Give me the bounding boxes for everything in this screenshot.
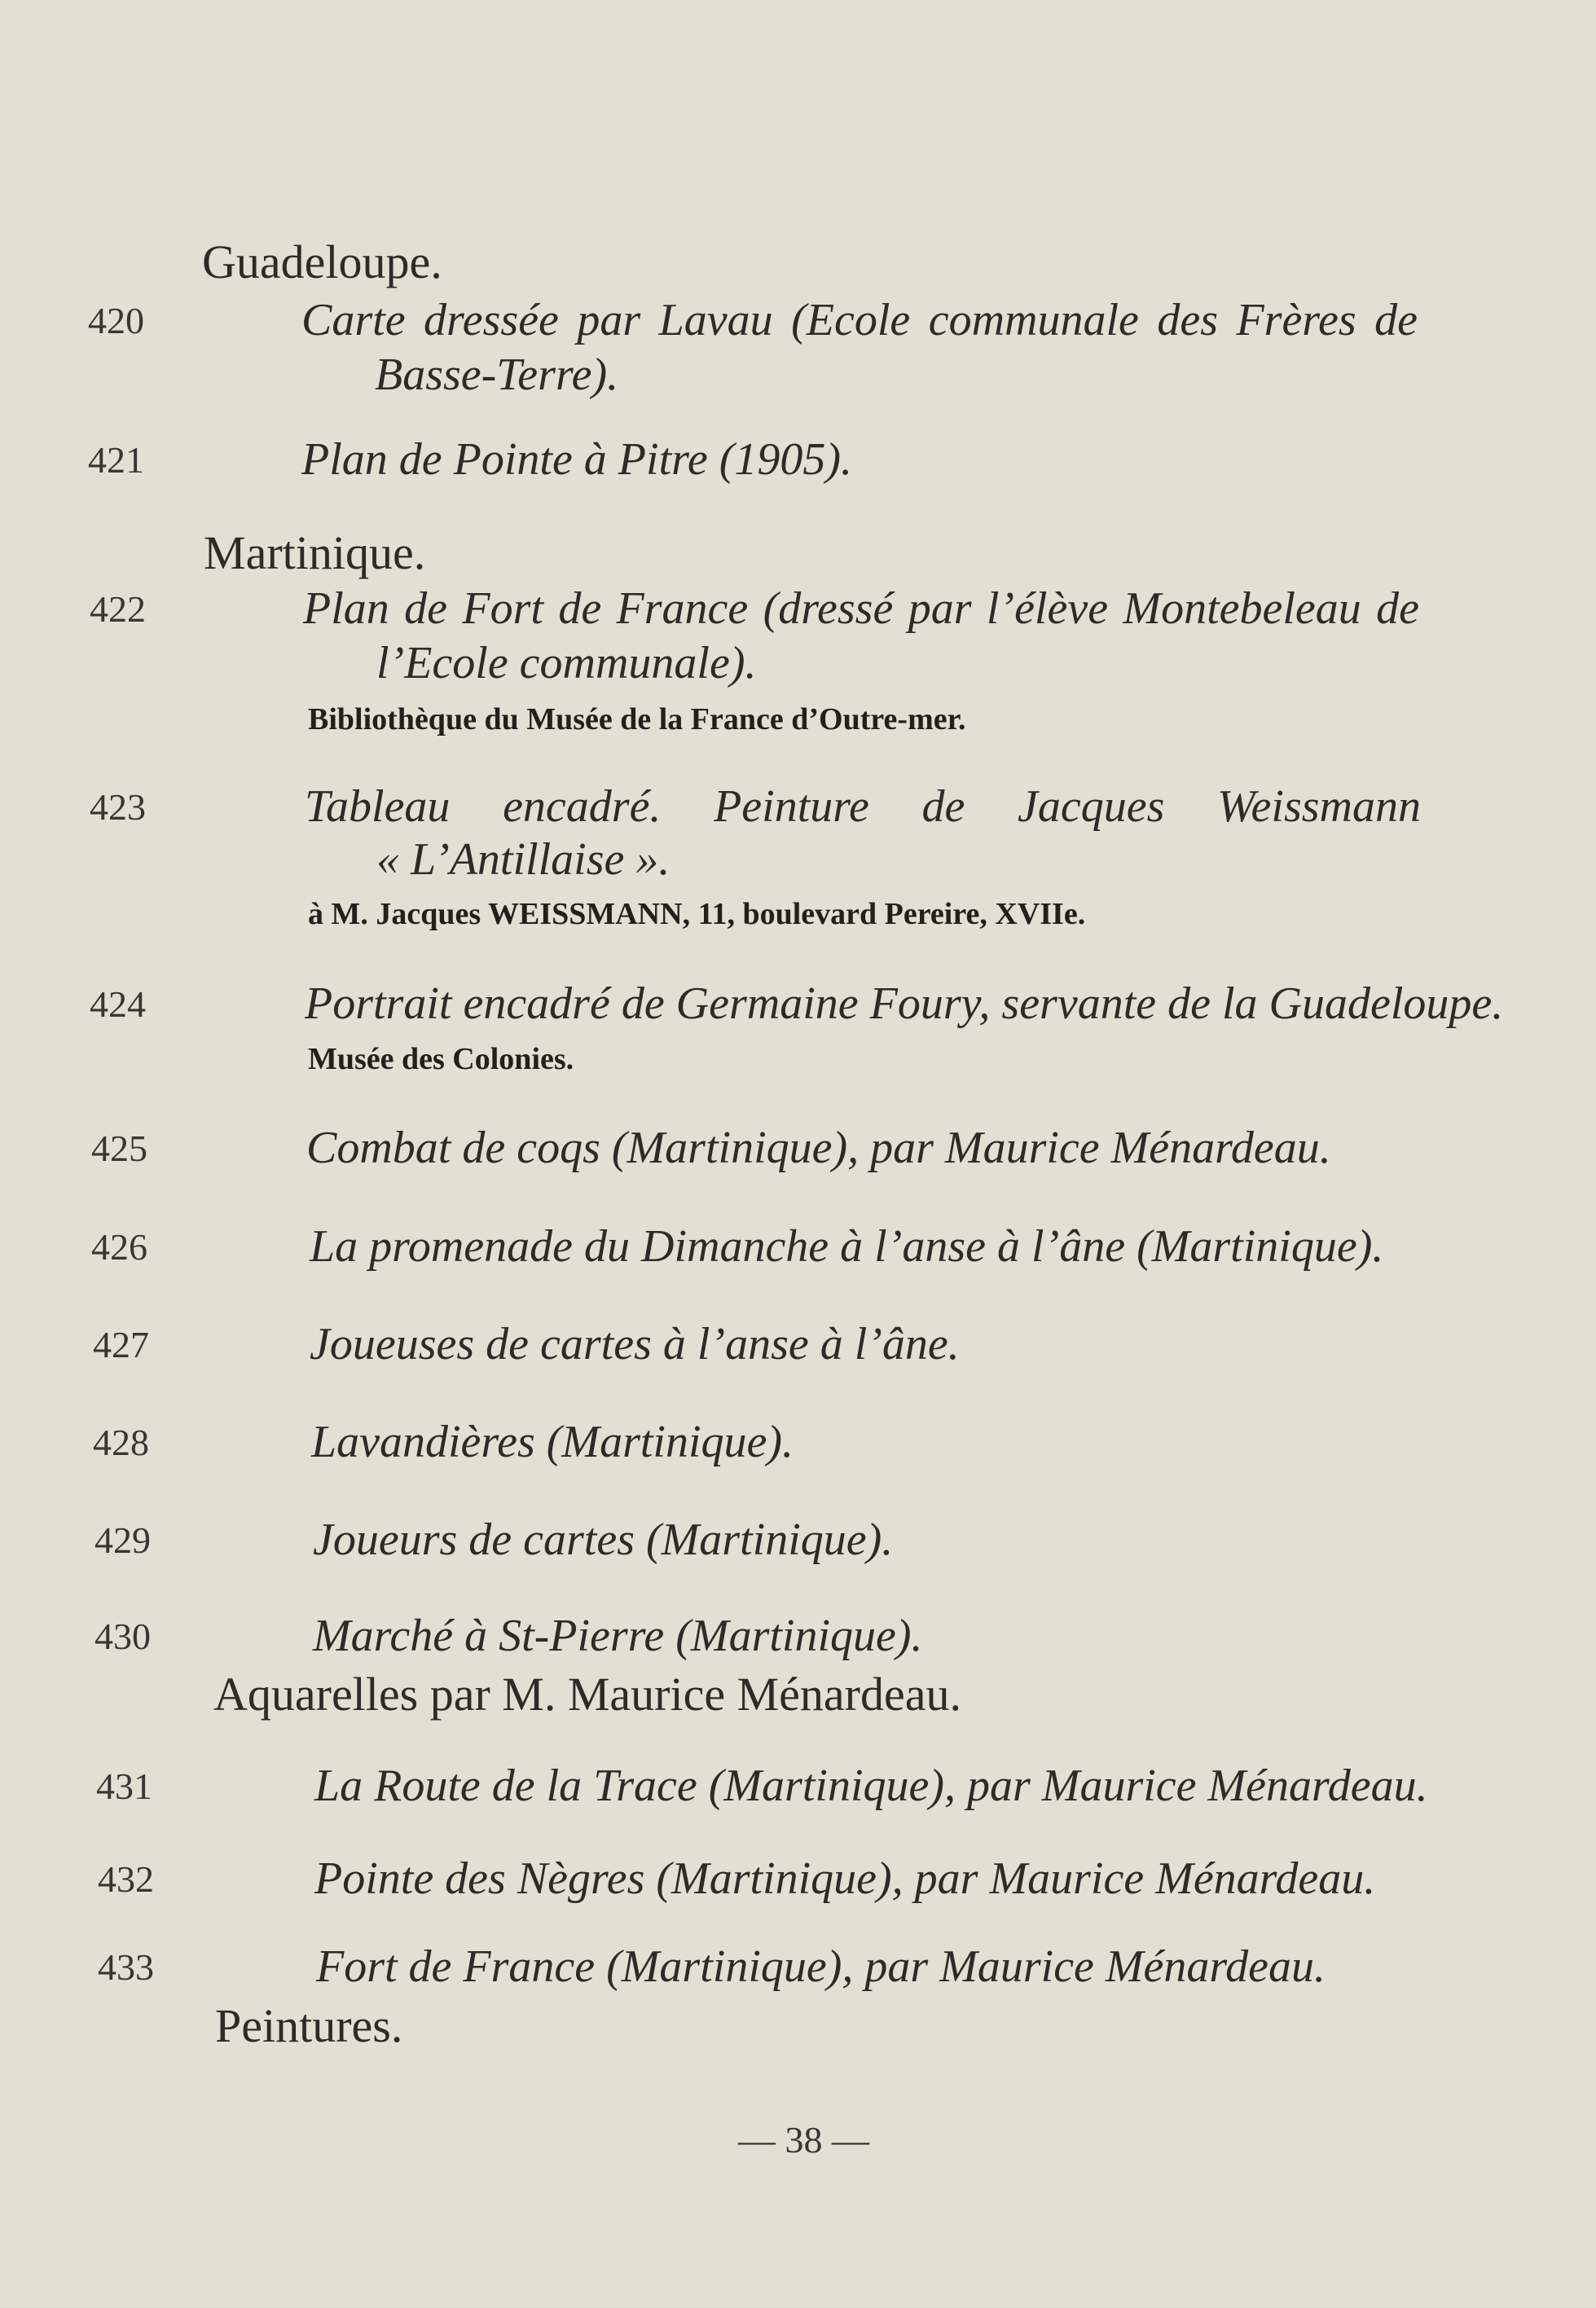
entry-number: 425 [91,1128,147,1169]
entry-number: 420 [88,300,144,341]
entry-title: Lavandières (Martinique). [311,1417,794,1467]
entry-number: 432 [98,1858,154,1900]
entry-title: Pointe des Nègres (Martinique), par Maurice Ménardeau. [314,1853,1376,1904]
entry-owner: Musée des Colonies. [308,1042,574,1076]
entry-title: Portrait encadré de Germaine Foury, servante de la Guadeloupe. [305,978,1504,1029]
entry-number: 428 [93,1422,149,1463]
entry-title: Marché à St-Pierre (Martinique). [313,1611,923,1661]
entry-number: 424 [90,983,146,1025]
section-heading-peintures: Peintures. [215,1999,403,2052]
entry-number: 421 [88,439,144,481]
entry-title: La promenade du Dimanche à l’anse à l’âne (Martinique). [310,1221,1384,1272]
entry-title-continuation: Basse-Terre). [375,349,619,400]
entry-title: Carte dressée par Lavau (Ecole communale des Frères de [301,295,1418,345]
entry-number: 430 [95,1616,151,1657]
page-number: — 38 — [738,2119,869,2161]
entry-number: 426 [91,1226,147,1268]
entry-title: Tableau encadré. Peinture de Jacques Weissmann [305,781,1421,832]
entry-number: 431 [96,1765,152,1807]
entry-number: 423 [90,786,146,828]
entry-title: Joueurs de cartes (Martinique). [313,1514,894,1565]
entry-owner: Bibliothèque du Musée de la France d’Outre-mer. [308,702,966,736]
entry-title-continuation: l’Ecole communale). [376,638,757,688]
entry-number: 427 [93,1324,149,1365]
entry-title: Combat de coqs (Martinique), par Maurice Ménardeau. [306,1123,1331,1173]
entry-owner: à M. Jacques WEISSMANN, 11, boulevard Pereire, XVIIe. [308,897,1086,931]
entry-title: Plan de Fort de France (dressé par l’élève Montebeleau de [303,583,1419,634]
entry-number: 429 [95,1519,151,1561]
entry-title-continuation: « L’Antillaise ». [376,834,670,885]
entry-title: Fort de France (Martinique), par Maurice Ménardeau. [316,1941,1326,1992]
section-heading-aquarelles: Aquarelles par M. Maurice Ménardeau. [213,1668,961,1721]
entry-title: La Route de la Trace (Martinique), par Maurice Ménardeau. [314,1761,1428,1811]
section-heading-martinique: Martinique. [204,526,426,579]
entry-title: Joueuses de cartes à l’anse à l’âne. [310,1319,960,1369]
entry-title: Plan de Pointe à Pitre (1905). [301,434,852,485]
entry-number: 422 [90,588,146,630]
section-heading-guadeloupe: Guadeloupe. [202,235,442,288]
entry-number: 433 [98,1946,154,1988]
